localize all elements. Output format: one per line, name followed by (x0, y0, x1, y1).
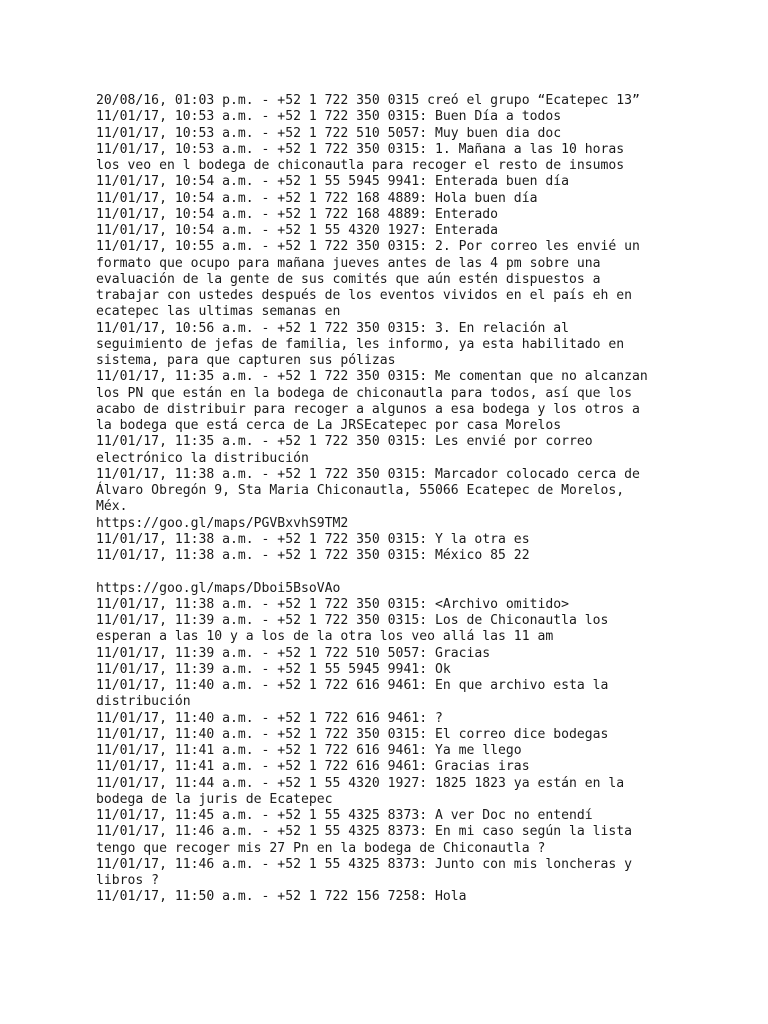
transcript-line: formato que ocupo para mañana jueves antes de las 4 pm sobre una (96, 255, 601, 271)
transcript-line: 11/01/17, 11:50 a.m. - +52 1 722 156 7258: Hola (96, 889, 467, 905)
transcript-line: 20/08/16, 01:03 p.m. - +52 1 722 350 0315 creó el grupo “Ecatepec 13” (96, 93, 640, 108)
transcript-line: 11/01/17, 11:46 a.m. - +52 1 55 4325 8373: En mi caso según la lista (96, 824, 633, 840)
transcript-line: 11/01/17, 11:38 a.m. - +52 1 722 350 0315: México 85 22 (96, 548, 530, 563)
transcript-line: 11/01/17, 11:40 a.m. - +52 1 722 616 9461: En que archivo esta la (96, 678, 609, 693)
transcript-line: distribución (96, 694, 191, 710)
transcript-line: 11/01/17, 11:44 a.m. - +52 1 55 4320 1927: 1825 1823 ya están en la (96, 775, 625, 791)
transcript-line: 11/01/17, 11:38 a.m. - +52 1 722 350 0315: Y la otra es (96, 531, 530, 547)
transcript-line: 11/01/17, 10:53 a.m. - +52 1 722 510 5057: Muy buen dia doc (96, 125, 562, 141)
transcript-line: 11/01/17, 11:41 a.m. - +52 1 722 616 9461: Gracias iras (96, 759, 530, 775)
transcript-line: 11/01/17, 10:53 a.m. - +52 1 722 350 0315: 1. Mañana a las 10 horas (96, 141, 625, 157)
chat-transcript (96, 93, 676, 906)
transcript-line: bodega de la juris de Ecatepec (96, 791, 333, 807)
transcript-line: tengo que recoger mis 27 Pn en la bodega de Chiconautla ? (96, 840, 546, 856)
transcript-line: 11/01/17, 11:38 a.m. - +52 1 722 350 0315: <Archivo omitido> (96, 596, 569, 612)
transcript-line: 11/01/17, 10:54 a.m. - +52 1 722 168 4889: Enterado (96, 206, 499, 222)
transcript-line: 11/01/17, 11:39 a.m. - +52 1 722 510 5057: Gracias (96, 645, 491, 661)
transcript-line: Álvaro Obregón 9, Sta Maria Chiconautla, 55066 Ecatepec de Morelos, (96, 483, 625, 498)
transcript-line: 11/01/17, 11:45 a.m. - +52 1 55 4325 8373: A ver Doc no entendí (96, 808, 593, 823)
transcript-line: 11/01/17, 11:39 a.m. - +52 1 55 5945 9941: Ok (96, 661, 451, 677)
transcript-line: 11/01/17, 10:53 a.m. - +52 1 722 350 0315: Buen Día a todos (96, 109, 562, 125)
transcript-line: 11/01/17, 11:40 a.m. - +52 1 722 616 9461: ? (96, 710, 443, 726)
transcript-line: Méx. (96, 499, 128, 515)
transcript-line: 11/01/17, 10:54 a.m. - +52 1 55 5945 9941: Enterada buen día (96, 174, 569, 190)
transcript-line: ecatepec las ultimas semanas en (96, 304, 341, 320)
transcript-line: 11/01/17, 11:38 a.m. - +52 1 722 350 0315: Marcador colocado cerca de (96, 466, 640, 482)
transcript-line: 11/01/17, 11:41 a.m. - +52 1 722 616 9461: Ya me llego (96, 743, 522, 758)
transcript-line: 11/01/17, 11:39 a.m. - +52 1 722 350 0315: Los de Chiconautla los (96, 613, 609, 628)
transcript-line: https://goo.gl/maps/PGVBxvhS9TM2 (96, 515, 349, 531)
transcript-line: electrónico la distribución (96, 450, 309, 466)
transcript-line: 11/01/17, 11:35 a.m. - +52 1 722 350 0315: Les envié por correo (96, 434, 593, 450)
transcript-line: seguimiento de jefas de familia, les informo, ya esta habilitado en (96, 336, 625, 352)
transcript-line: la bodega que está cerca de La JRSEcatepec por casa Morelos (96, 418, 562, 433)
transcript-line: 11/01/17, 10:54 a.m. - +52 1 55 4320 1927: Enterada (96, 223, 499, 238)
transcript-line: https://goo.gl/maps/Dboi5BsoVAo (96, 580, 341, 596)
transcript-line: 11/01/17, 10:56 a.m. - +52 1 722 350 0315: 3. En relación al (96, 320, 569, 336)
transcript-line: 11/01/17, 10:55 a.m. - +52 1 722 350 0315: 2. Por correo les envié un (96, 239, 640, 255)
transcript-line: esperan a las 10 y a los de la otra los veo allá las 11 am (96, 629, 554, 645)
transcript-line (96, 564, 676, 580)
transcript-line: los veo en l bodega de chiconautla para recoger el resto de insumos (96, 158, 625, 173)
transcript-line: sistema, para que capturen sus pólizas (96, 353, 396, 368)
transcript-line: 11/01/17, 11:40 a.m. - +52 1 722 350 0315: El correo dice bodegas (96, 726, 609, 742)
transcript-line: trabajar con ustedes después de los eventos vividos en el país eh en (96, 288, 633, 303)
transcript-line: 11/01/17, 10:54 a.m. - +52 1 722 168 4889: Hola buen día (96, 190, 538, 206)
transcript-line: 11/01/17, 11:35 a.m. - +52 1 722 350 0315: Me comentan que no alcanzan (96, 369, 648, 385)
transcript-line: libros ? (96, 873, 160, 888)
transcript-line: acabo de distribuir para recoger a algunos a esa bodega y los otros a (96, 401, 640, 417)
transcript-line: 11/01/17, 11:46 a.m. - +52 1 55 4325 8373: Junto con mis loncheras y (96, 856, 633, 872)
transcript-line: evaluación de la gente de sus comités que aún estén dispuestos a (96, 271, 601, 287)
transcript-line: los PN que están en la bodega de chiconautla para todos, así que los (96, 385, 633, 401)
